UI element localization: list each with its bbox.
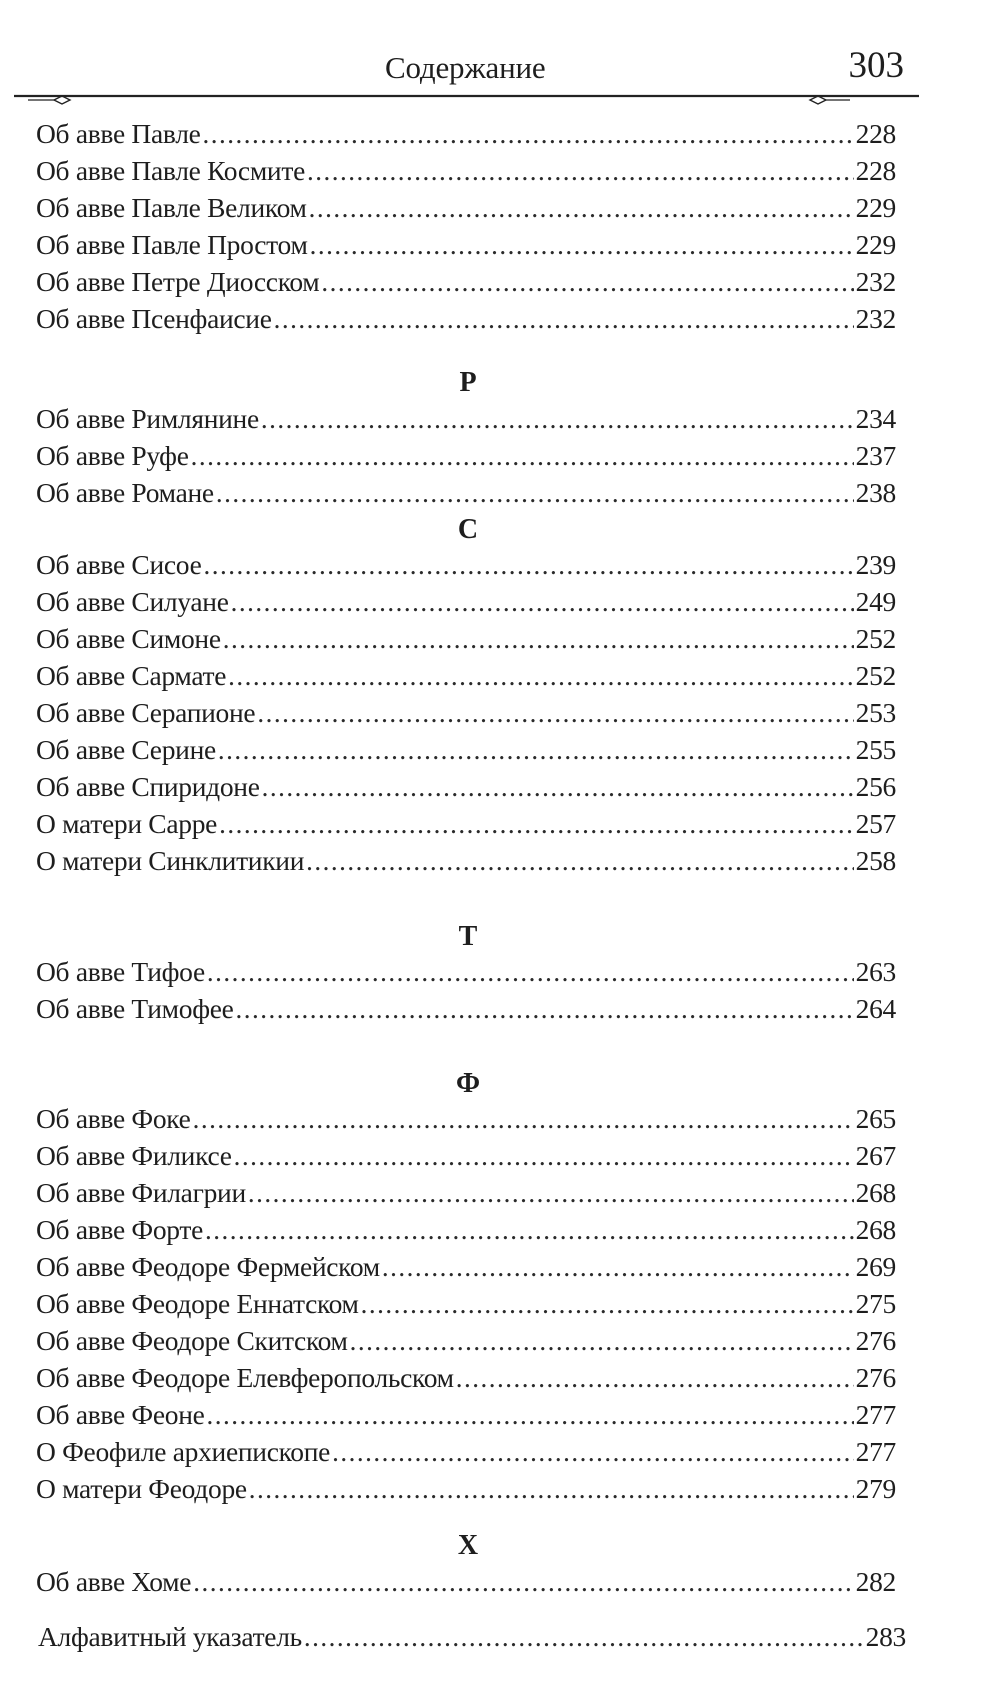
toc-group-s — [36, 546, 896, 879]
page-number: 303 — [848, 45, 904, 86]
toc-entry[interactable]: О матери Феодоре ..... 279 — [36, 1470, 896, 1507]
toc-entry[interactable]: Об авве Сисое ..... 239 — [36, 546, 896, 583]
toc-entry[interactable]: Об авве Феодоре Фермейском ..... 269 — [36, 1248, 896, 1285]
toc-entry[interactable]: Об авве Филагрии ..... 268 — [36, 1174, 896, 1211]
toc-group-r — [36, 400, 896, 511]
toc-entry[interactable]: Об авве Серапионе ..... 253 — [36, 694, 896, 731]
section-letter: Р — [459, 367, 477, 398]
toc-entry[interactable]: Об авве Форте ..... 268 — [36, 1211, 896, 1248]
toc-entry[interactable]: О матери Синклитикии ..... 258 — [36, 842, 896, 879]
section-letter: Ф — [455, 1068, 481, 1099]
toc-entry[interactable]: Об авве Павле ..... 228 — [36, 115, 896, 152]
ornamental-rule — [14, 86, 919, 116]
toc-group-kh — [36, 1563, 896, 1600]
toc-entry[interactable]: Об авве Феодоре Скитском ..... 276 — [36, 1322, 896, 1359]
toc-group-t — [36, 953, 896, 1027]
toc-entry[interactable]: Об авве Сармате ..... 252 — [36, 657, 896, 694]
toc-entry[interactable]: Об авве Римлянине ..... 234 — [36, 400, 896, 437]
toc-entry[interactable]: Об авве Спиридоне ..... 256 — [36, 768, 896, 805]
toc-entry[interactable]: Об авве Павле Великом ..... 229 — [36, 189, 896, 226]
toc-entry[interactable]: Об авве Тифое ..... 263 — [36, 953, 896, 990]
toc-entry[interactable]: Об авве Руфе ..... 237 — [36, 437, 896, 474]
toc-entry[interactable]: Об авве Феодоре Еннатском ..... 275 — [36, 1285, 896, 1322]
toc-entry[interactable]: Об авве Фоке ..... 265 — [36, 1100, 896, 1137]
toc-entry[interactable]: Об авве Силуане ..... 249 — [36, 583, 896, 620]
toc-entry[interactable]: Об авве Романе ..... 238 — [36, 474, 896, 511]
toc-entry[interactable]: Об авве Серине ..... 255 — [36, 731, 896, 768]
toc-entry[interactable]: Об авве Филиксе ..... 267 — [36, 1137, 896, 1174]
toc-entry[interactable]: О матери Сарре ..... 257 — [36, 805, 896, 842]
toc-entry[interactable]: Об авве Павле Простом ..... 229 — [36, 226, 896, 263]
toc-entry[interactable]: Об авве Петре Диосском ..... 232 — [36, 263, 896, 300]
toc-entry-index[interactable]: Алфавитный указатель ..... 283 — [38, 1618, 906, 1655]
toc-entry[interactable]: Об авве Псенфаисие ..... 232 — [36, 300, 896, 337]
section-letter: Х — [457, 1530, 479, 1561]
toc-entry[interactable]: Об авве Хоме ..... 282 — [36, 1563, 896, 1600]
section-letter: Т — [458, 921, 478, 952]
section-letter: С — [457, 514, 479, 545]
toc-group-p — [36, 115, 896, 337]
toc-entry[interactable]: О Феофиле архиепископе ..... 277 — [36, 1433, 896, 1470]
toc-entry[interactable]: Об авве Тимофее ..... 264 — [36, 990, 896, 1027]
toc-group-f — [36, 1100, 896, 1507]
toc-entry[interactable]: Об авве Феоне ..... 277 — [36, 1396, 896, 1433]
toc-entry[interactable]: Об авве Павле Космите ..... 228 — [36, 152, 896, 189]
toc-entry[interactable]: Об авве Симоне ..... 252 — [36, 620, 896, 657]
toc-group-index — [38, 1618, 906, 1655]
running-head-title: Содержание — [385, 50, 546, 85]
toc-entry[interactable]: Об авве Феодоре Елевферопольском ..... 276 — [36, 1359, 896, 1396]
